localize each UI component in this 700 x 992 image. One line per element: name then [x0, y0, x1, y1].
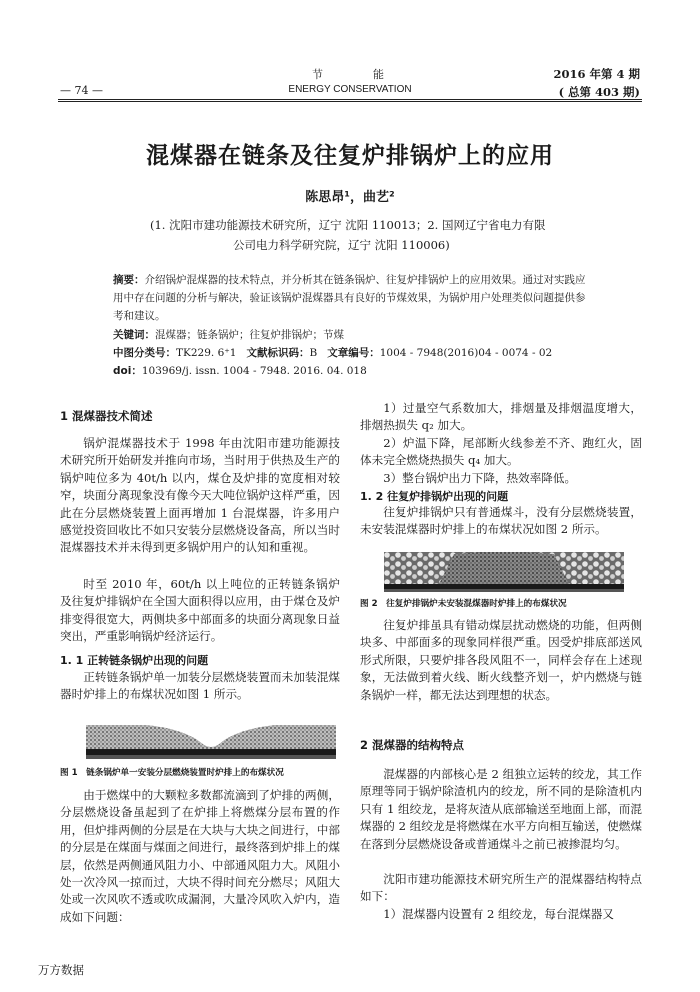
doi-label: doi：: [113, 365, 142, 377]
list-item-3: 3）整台锅炉出力下降，热效率降低。: [383, 471, 577, 485]
clc-label: 中图分类号：: [113, 347, 176, 359]
clc-value: TK229. 6⁺1: [176, 347, 237, 359]
section-1-heading: 1 混煤器技术简述: [60, 409, 153, 423]
figure-2-coal-bed: [384, 552, 624, 592]
total-issue: ( 总第 403 期): [558, 85, 640, 99]
abstract-label: 摘要：: [113, 274, 145, 286]
list-item-4: 1）混煤器内设置有 2 组绞龙，每台混煤器又: [383, 907, 614, 921]
page-number: — 74 —: [60, 84, 103, 97]
authors: 陈思昂¹，曲艺²: [305, 190, 395, 205]
right-paragraph-5: 往复炉排锅炉只有普通煤斗，没有分层燃烧装置，未安装混煤器时炉排上的布煤状况如图 2 所示。: [360, 505, 642, 537]
figure-2-caption: 图 2 往复炉排锅炉未安装混煤器时炉排上的布煤状况: [360, 599, 567, 609]
journal-title-char-1: 节: [312, 68, 327, 81]
right-paragraph-8: 沈阳市建功能源技术研究所生产的混煤器结构特点如下：: [360, 872, 642, 904]
right-paragraph-6: 往复炉排虽具有错动煤层扰动燃烧的功能，但两侧块多、中部面多的现象同样很严重。因受炉排底部送风形式所限，只要炉排各段风阻不一，同样会存在上述现象，无法做到着火线、断火线整齐划一，炉内燃烧与链条锅炉一样，都无法达到理想的状态。: [360, 618, 642, 702]
doccode-label: 文献标识码：: [246, 347, 310, 359]
affiliation-line-2: 公司电力科学研究院，辽宁 沈阳 110006): [233, 238, 450, 252]
section-1-2-heading: 1. 2 往复炉排锅炉出现的问题: [360, 490, 509, 503]
doccode-value: B: [309, 347, 318, 359]
header-rule-2: [58, 101, 642, 102]
list-item-2: 2）炉温下降，尾部断火线参差不齐、跑红火，固体未完全燃烧热损失 q₄ 加大。: [360, 436, 642, 468]
classification-line: [113, 345, 613, 360]
keywords-text: 混煤器；链条锅炉；往复炉排锅炉；节煤: [155, 329, 344, 341]
left-paragraph-3: 正转链条锅炉单一加装分层燃烧装置而未加装混煤器时炉排上的布煤状况如图 1 所示。: [60, 670, 340, 702]
left-paragraph-4: 由于燃煤中的大颗粒多数都流滴到了炉排的两侧，分层燃烧设备虽起到了在炉排上将燃煤分层布置的作用，但炉排两侧的分层是在大块与大块之间进行，中部的分层是在煤面与煤面之间进行，最终落到炉排上的煤层，依然是两侧通风阻力小、中部通风阻力大。风阻小处一次冷风一掠而过，大块不得时间充分燃尽；风阻大处或一次风吹不透或吹成漏洞，大量冷风吹入炉内，造成如下问题：: [60, 788, 340, 924]
figure-1-caption: 图 1 链条锅炉单一安装分层燃烧装置时炉排上的布煤状况: [60, 768, 284, 778]
articleno-value: 1004 - 7948(2016)04 - 0074 - 02: [379, 347, 553, 359]
year-issue: 2016 年第 4 期: [553, 67, 640, 81]
keywords-label: 关键词：: [113, 329, 155, 341]
section-1-1-heading: 1. 1 正转链条锅炉出现的问题: [60, 654, 209, 667]
left-paragraph-2: 时至 2010 年，60t/h 以上吨位的正转链条锅炉及往复炉排锅炉在全国大面积得以应用，由于煤仓及炉排变得很宽大，两侧块多中部面多的块面分离现象日益突出，严重影响锅炉经济运行。: [60, 577, 340, 644]
doi-line: [113, 363, 613, 378]
abstract-text: 介绍锅炉混煤器的技术特点，并分析其在链条锅炉、往复炉排锅炉上的应用效果。通过对实践应用中存在问题的分析与解决，验证该锅炉混煤器具有良好的节煤效果，为锅炉用户处理类似问题提供参考和建议。: [113, 274, 586, 322]
right-paragraph-7: 混煤器的内部核心是 2 组独立运转的绞龙，其工作原理等同于锅炉除渣机内的绞龙，所不同的是除渣机内只有 1 组绞龙，是将灰渣从底部输送至地面上部，而混煤器的 2 组绞龙是将燃煤在水平方向相互输送，使燃煤在落到分层燃烧设备或普通煤斗之前已被掺混均匀。: [360, 767, 642, 851]
journal-title-en: ENERGY CONSERVATION: [288, 84, 412, 95]
article-title: 混煤器在链条及往复炉排锅炉上的应用: [146, 142, 554, 169]
figure-1-coal-bed: [86, 715, 336, 759]
header-rule: [58, 99, 642, 100]
left-paragraph-1: 锅炉混煤器技术于 1998 年由沈阳市建功能源技术研究所开始研发并推向市场，当时用于供热及生产的锅炉吨位多为 40t/h 以内，煤仓及炉排的宽度相对较窄，块面分离现象没有像今天大吨位锅炉这样严重，因此在分层燃烧装置上面再增加 1 台混煤器，许多用户感觉投资回收比不如只安装分层燃烧设备高，所以当时混煤器技术并未得到更多锅炉用户的认知和重视。: [60, 436, 340, 555]
keywords: [113, 327, 591, 342]
articleno-label: 文章编号：: [327, 347, 380, 359]
list-item-1: 1）过量空气系数加大，排烟量及排烟温度增大，排烟热损失 q₂ 加大。: [360, 401, 642, 433]
journal-title-char-2: 能: [373, 68, 388, 81]
affiliation-line-1: (1. 沈阳市建功能源技术研究所，辽宁 沈阳 110013；2. 国网辽宁省电力有限: [150, 218, 546, 232]
abstract: [113, 271, 591, 325]
doi-value: 103969/j. issn. 1004 - 7948. 2016. 04. 018: [141, 365, 367, 377]
section-2-heading: 2 混煤器的结构特点: [360, 738, 465, 752]
footer-watermark: 万方数据: [38, 963, 84, 977]
